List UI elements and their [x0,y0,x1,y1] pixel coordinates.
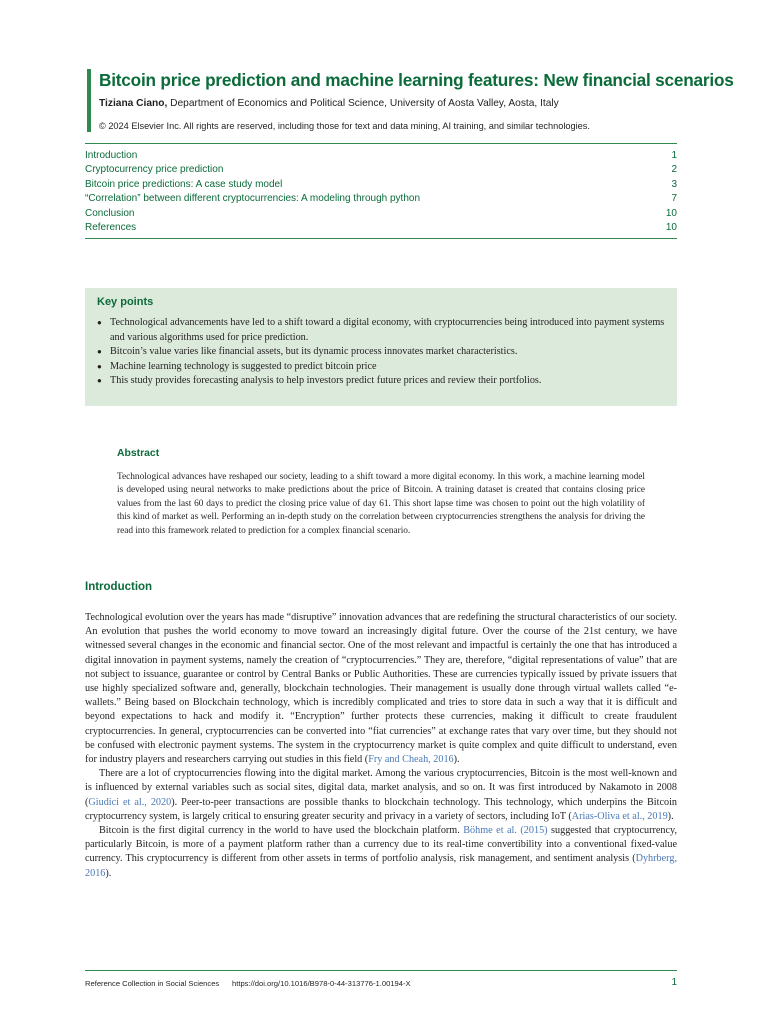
author-name: Tiziana Ciano, [99,98,168,109]
toc-label[interactable]: Cryptocurrency price prediction [85,164,224,176]
paragraph-text: ). Peer-to-peer transactions are possible thanks to blockchain technology. This technology, which underpins the Bitcoin cryptocurrency system, is largely critical to ensuring greater security and privacy in a variety of sectors, including IoT ( [85,796,677,822]
article-title: Bitcoin price prediction and machine learning features: New financial scenarios [99,70,734,90]
toc-item-references[interactable] [85,221,677,235]
key-points-box [85,288,677,406]
citation-link[interactable]: Böhme et al. (2015) [463,825,548,837]
toc-item-cryptocurrency-price-prediction[interactable] [85,163,677,177]
paragraph-text: suggested that cryptocurrency, particularly Bitcoin, is more of a payment platform rather than a currency due to its real-time convertibility into a conventional fixed-value currency. This cryptocurrency is different from other assets in terms of portfolio analysis, risk management, and sentiment analysis ( [85,825,678,865]
toc-page[interactable]: 1 [671,150,677,161]
paragraph-text: There are a lot of cryptocurrencies flowing into the digital market. Among the various cryptocurrencies, Bitcoin is the most well-known and is influenced by external variables such as social sites, digital data, market analysis, and so on. It was first introduced by Nakamoto in 2008 ( [85,768,677,808]
citation-link[interactable]: Fry and Cheah, 2016 [368,754,454,766]
table-of-contents [85,143,677,239]
key-point-item: ● This study provides forecasting analysis to help investors predict future prices and review their portfolios. [97,374,665,389]
key-point-item: ● Bitcoin’s value varies like financial assets, but its dynamic process innovates market characteristics. [97,345,665,360]
introduction-body [85,611,677,881]
citation-link[interactable]: Giudici et al., 2020 [88,796,172,808]
toc-page[interactable]: 10 [665,207,677,219]
key-point-item: ● Machine learning technology is suggested to predict bitcoin price [97,360,665,375]
paragraph-text: ). [667,810,674,822]
key-point-item: ● Technological advancements have led to a shift toward a digital economy, with cryptocurrencies being introduced into payment systems and various algorithms used for price prediction. [97,316,665,345]
toc-item-conclusion[interactable] [85,207,677,221]
footer-doi-link[interactable]: https://doi.org/10.1016/B978-0-44-313776-1.00194-X [232,979,411,988]
copyright-notice: © 2024 Elsevier Inc. All rights are reserved, including those for text and data mining, AI training, and similar technologies. [99,121,590,131]
abstract-text: Technological advances have reshaped our society, leading to a shift toward a more digital economy. In this work, a machine learning model is developed using neural networks to make predictions about the price of Bitcoin. A training dataset is created that contains closing price values from the last 60 days to predict the closing price value of day 61. This short lapse time was chosen to point out the high volatility of this kind of market as well. Performing an in-depth study on the correlation between cryptocurrencies strengthens the analysis for driving the read into this framework related to prediction for a complex financial scenario. [117,472,645,536]
toc-item-correlation[interactable] [85,192,677,206]
paragraph-text: Bitcoin is the first digital currency in the world to have used the blockchain platform. [99,825,464,837]
citation-link[interactable]: Arias-Oliva et al., 2019 [571,810,668,822]
abstract-section [117,448,645,538]
toc-page[interactable]: 3 [671,178,677,190]
paragraph [85,767,677,824]
paragraph [85,824,677,881]
toc-label[interactable]: Bitcoin price predictions: A case study model [85,178,283,190]
toc-page[interactable]: 2 [671,164,677,176]
paragraph [85,611,677,767]
paragraph-text: ). [453,754,460,766]
toc-item-introduction[interactable] [85,149,677,163]
page-number: 1 [671,977,677,988]
page-footer [85,970,677,988]
author-line [99,97,687,111]
toc-label[interactable]: References [85,222,137,234]
paragraph-text: Technological evolution over the years has made “disruptive” innovation advances that are redefining the structural characteristics of our society. An evolution that pushes the world economy to move toward an increasingly digital future. Over the course of the 21st century, we have witnessed several changes in the economic and financial sector. One of the most relevant and impactful is certainly the one that has introduced a digital innovation in payment systems, namely the creation of “cryptocurrencies.” They are, therefore, “digital representations of value” that are not subject to issuance, guarantee or control by Central Banks or Public Authorities. These are currencies typically issued by private issuers that use highly specialized software and, generally, blockchain technologies. Their management is usually done through virtual wallets called “e-wallets.” Being based on Blockchain technology, which is incredibly complicated and tries to store data in such a way that it is difficult and beyond expectations to hack and modify it. “Encryption” further protects these currencies, making it difficult to create fraudulent cryptocurrencies. In general, cryptocurrencies can be converted into “fiat currencies” at exchange rates that vary over time, but they should not be confused with electronic payment systems. The system in the cryptocurrency market is quite complex and quite difficult to understand, even for industry players and researchers carrying out studies in this field ( [85,612,677,766]
key-points-list [97,316,665,389]
footer-collection: Reference Collection in Social Sciences [85,979,220,988]
toc-label[interactable]: Conclusion [85,207,135,219]
abstract-title: Abstract [117,448,160,459]
section-heading-introduction: Introduction [85,581,153,593]
author-affiliation: Department of Economics and Political Science, University of Aosta Valley, Aosta, Italy [167,98,559,109]
paragraph-text: ). [105,867,112,879]
toc-item-case-study[interactable] [85,178,677,192]
toc-page[interactable]: 10 [665,222,677,234]
key-points-title: Key points [97,296,154,308]
toc-page[interactable]: 7 [671,193,677,205]
toc-label[interactable]: “Correlation” between different cryptocurrencies: A modeling through python [85,193,421,205]
article-header [87,69,734,132]
toc-label[interactable]: Introduction [85,150,138,161]
citation-link[interactable]: Dyhrberg, 2016 [85,853,677,879]
